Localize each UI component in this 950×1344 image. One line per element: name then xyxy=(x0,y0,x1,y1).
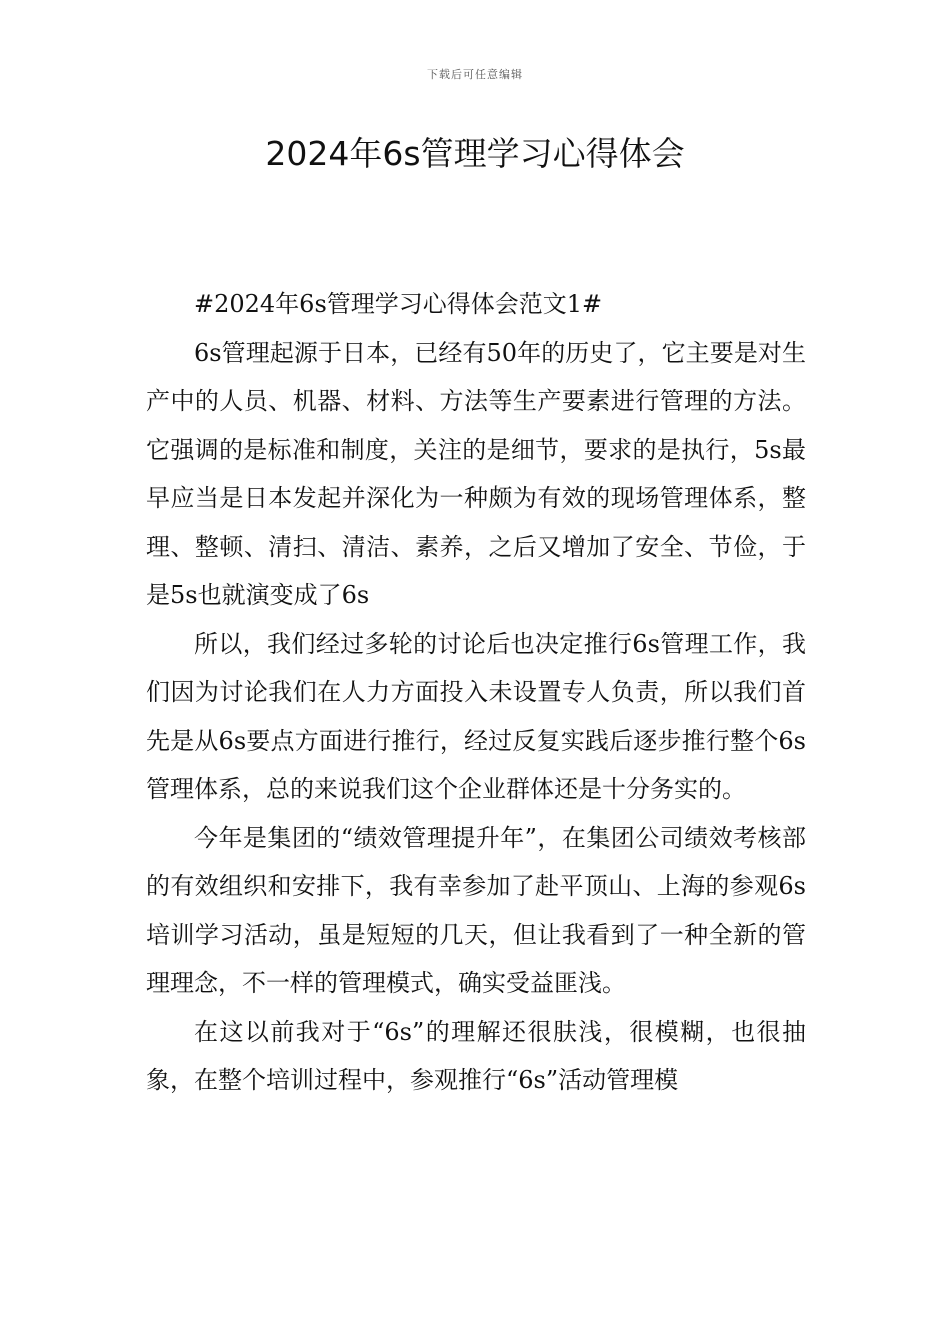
paragraph-heading: #2024年6s管理学习心得体会范文1# xyxy=(194,290,603,318)
document-body xyxy=(146,280,806,1105)
paragraph: 今年是集团的“绩效管理提升年”，在集团公司绩效考核部的有效组织和安排下，我有幸参加了赴平顶山、上海的参观6s培训学习活动，虽是短短的几天，但让我看到了一种全新的管理理念，不一样的管理模式，确实受益匪浅。 xyxy=(146,823,806,997)
paragraph: 在这以前我对于“6s”的理解还很肤浅，很模糊，也很抽象，在整个培训过程中，参观推行“6s”活动管理模 xyxy=(146,1017,806,1094)
paragraph: 6s管理起源于日本，已经有50年的历史了，它主要是对生产中的人员、机器、材料、方法等生产要素进行管理的方法。它强调的是标准和制度，关注的是细节，要求的是执行，5s最早应当是日本发起并深化为一种颇为有效的现场管理体系，整理、整顿、清扫、清洁、素养，之后又增加了安全、节俭，于是5s也就演变成了6s xyxy=(146,338,806,609)
paragraph: 所以，我们经过多轮的讨论后也决定推行6s管理工作，我们因为讨论我们在人力方面投入未设置专人负责，所以我们首先是从6s要点方面进行推行，经过反复实践后逐步推行整个6s管理体系，总的来说我们这个企业群体还是十分务实的。 xyxy=(146,629,806,803)
header-note: 下载后可任意编辑 xyxy=(427,68,523,81)
document-title: 2024年6s管理学习心得体会 xyxy=(265,134,685,173)
